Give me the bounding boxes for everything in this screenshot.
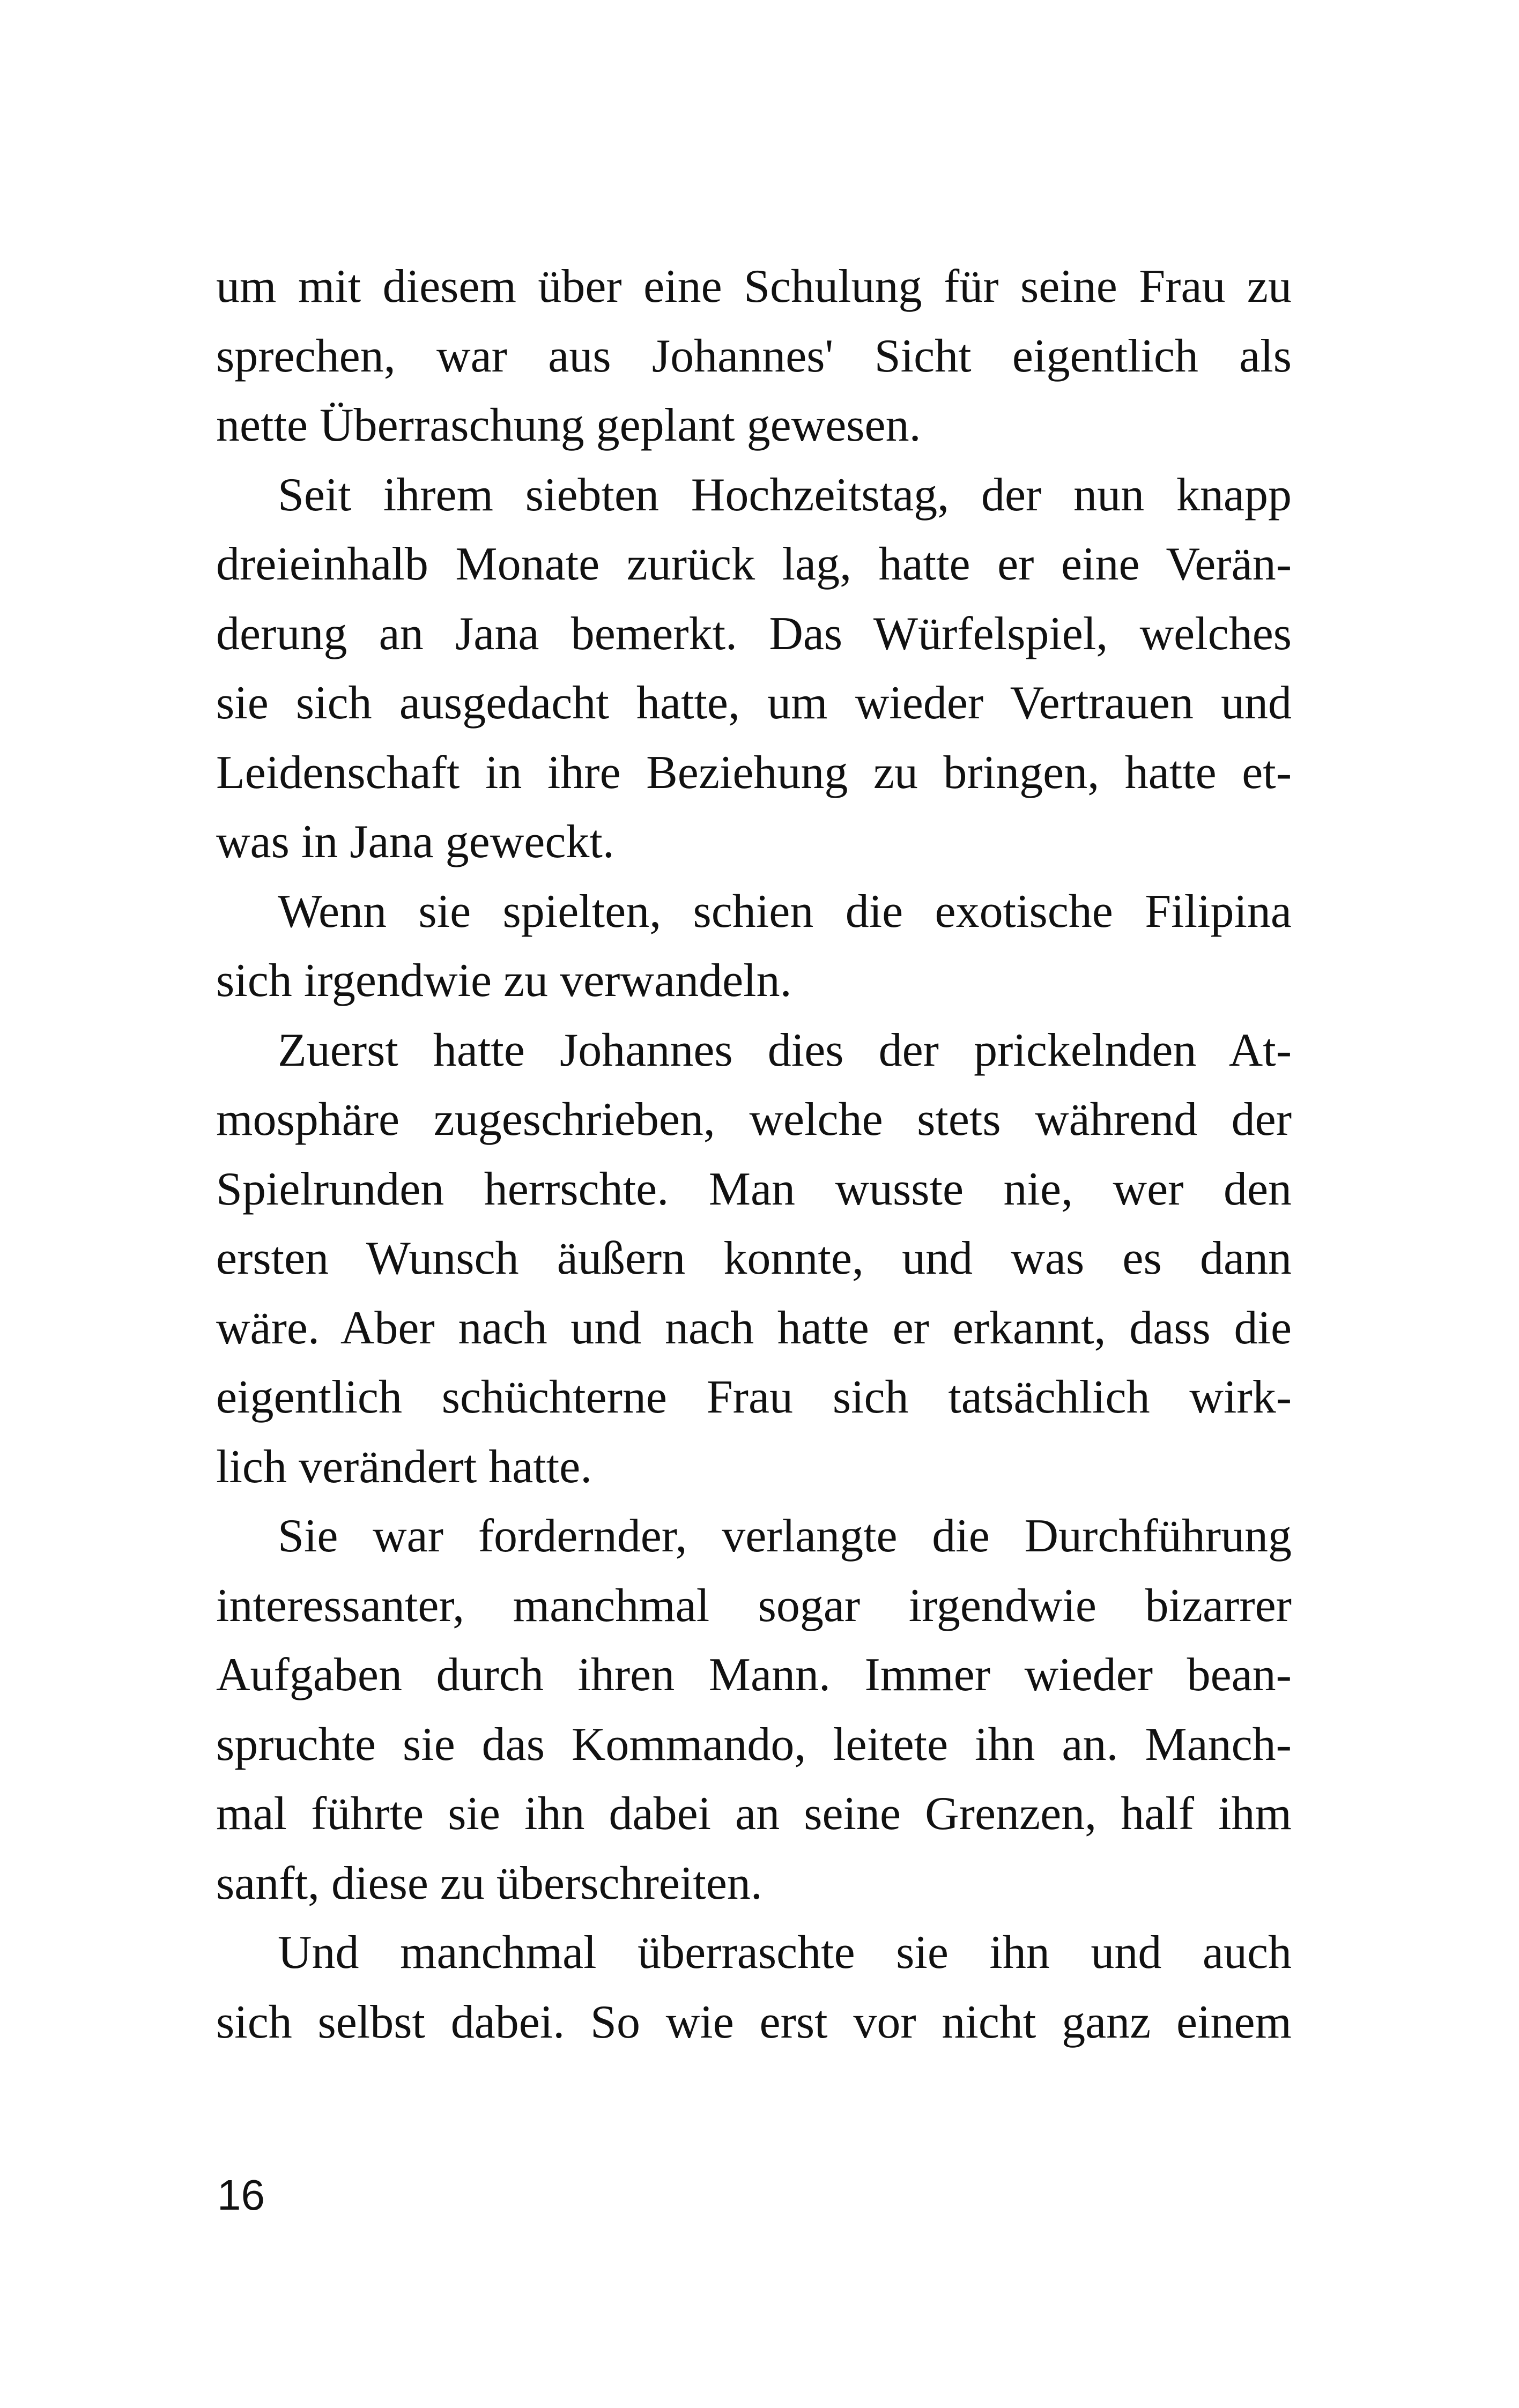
text-line: interessanter, manchmal sogar irgendwie bizarrer xyxy=(216,1579,1292,1632)
text-line: ersten Wunsch äußern konnte, und was es dann xyxy=(216,1232,1292,1284)
text-line: Seit ihrem siebten Hochzeitstag, der nun knapp xyxy=(278,469,1292,521)
text-line: Sie war fordernder, verlangte die Durchführung xyxy=(278,1510,1292,1562)
text-line: Wenn sie spielten, schien die exotische Filipina xyxy=(278,885,1292,938)
text-line: eigentlich schüchterne Frau sich tatsächlich wirk- xyxy=(216,1371,1292,1423)
text-line: dreieinhalb Monate zurück lag, hatte er eine Verän- xyxy=(216,538,1292,590)
text-line: sich selbst dabei. So wie erst vor nicht ganz einem xyxy=(216,1996,1292,2048)
body-text xyxy=(216,252,1292,2057)
text-line: Spielrunden herrschte. Man wusste nie, wer den xyxy=(216,1163,1292,1215)
text-line: spruchte sie das Kommando, leitete ihn an. Manch- xyxy=(216,1718,1292,1771)
text-line: um mit diesem über eine Schulung für seine Frau zu xyxy=(216,261,1292,313)
text-line: mosphäre zugeschrieben, welche stets während der xyxy=(216,1094,1292,1146)
text-line: Zuerst hatte Johannes dies der prickelnden At- xyxy=(278,1024,1292,1076)
text-line: Und manchmal überraschte sie ihn und auch xyxy=(278,1927,1292,1979)
text-line: Aufgaben durch ihren Mann. Immer wieder bean- xyxy=(216,1649,1292,1701)
text-line: was in Jana geweckt. xyxy=(216,816,614,868)
text-line: sanft, diese zu überschreiten. xyxy=(216,1857,762,1909)
text-line: wäre. Aber nach und nach hatte er erkannt, dass die xyxy=(216,1302,1292,1354)
page-number: 16 xyxy=(217,2171,265,2219)
text-line: lich verändert hatte. xyxy=(216,1440,592,1493)
text-line: Leidenschaft in ihre Beziehung zu bringen, hatte et- xyxy=(216,746,1292,799)
text-line: sie sich ausgedacht hatte, um wieder Vertrauen und xyxy=(216,677,1292,729)
text-line: derung an Jana bemerkt. Das Würfelspiel, welches xyxy=(216,607,1292,660)
text-line: nette Überraschung geplant gewesen. xyxy=(216,399,921,451)
text-line: sich irgendwie zu verwandeln. xyxy=(216,955,792,1007)
text-line: sprechen, war aus Johannes' Sicht eigentlich als xyxy=(216,330,1292,382)
text-line: mal führte sie ihn dabei an seine Grenzen, half ihm xyxy=(216,1788,1292,1840)
